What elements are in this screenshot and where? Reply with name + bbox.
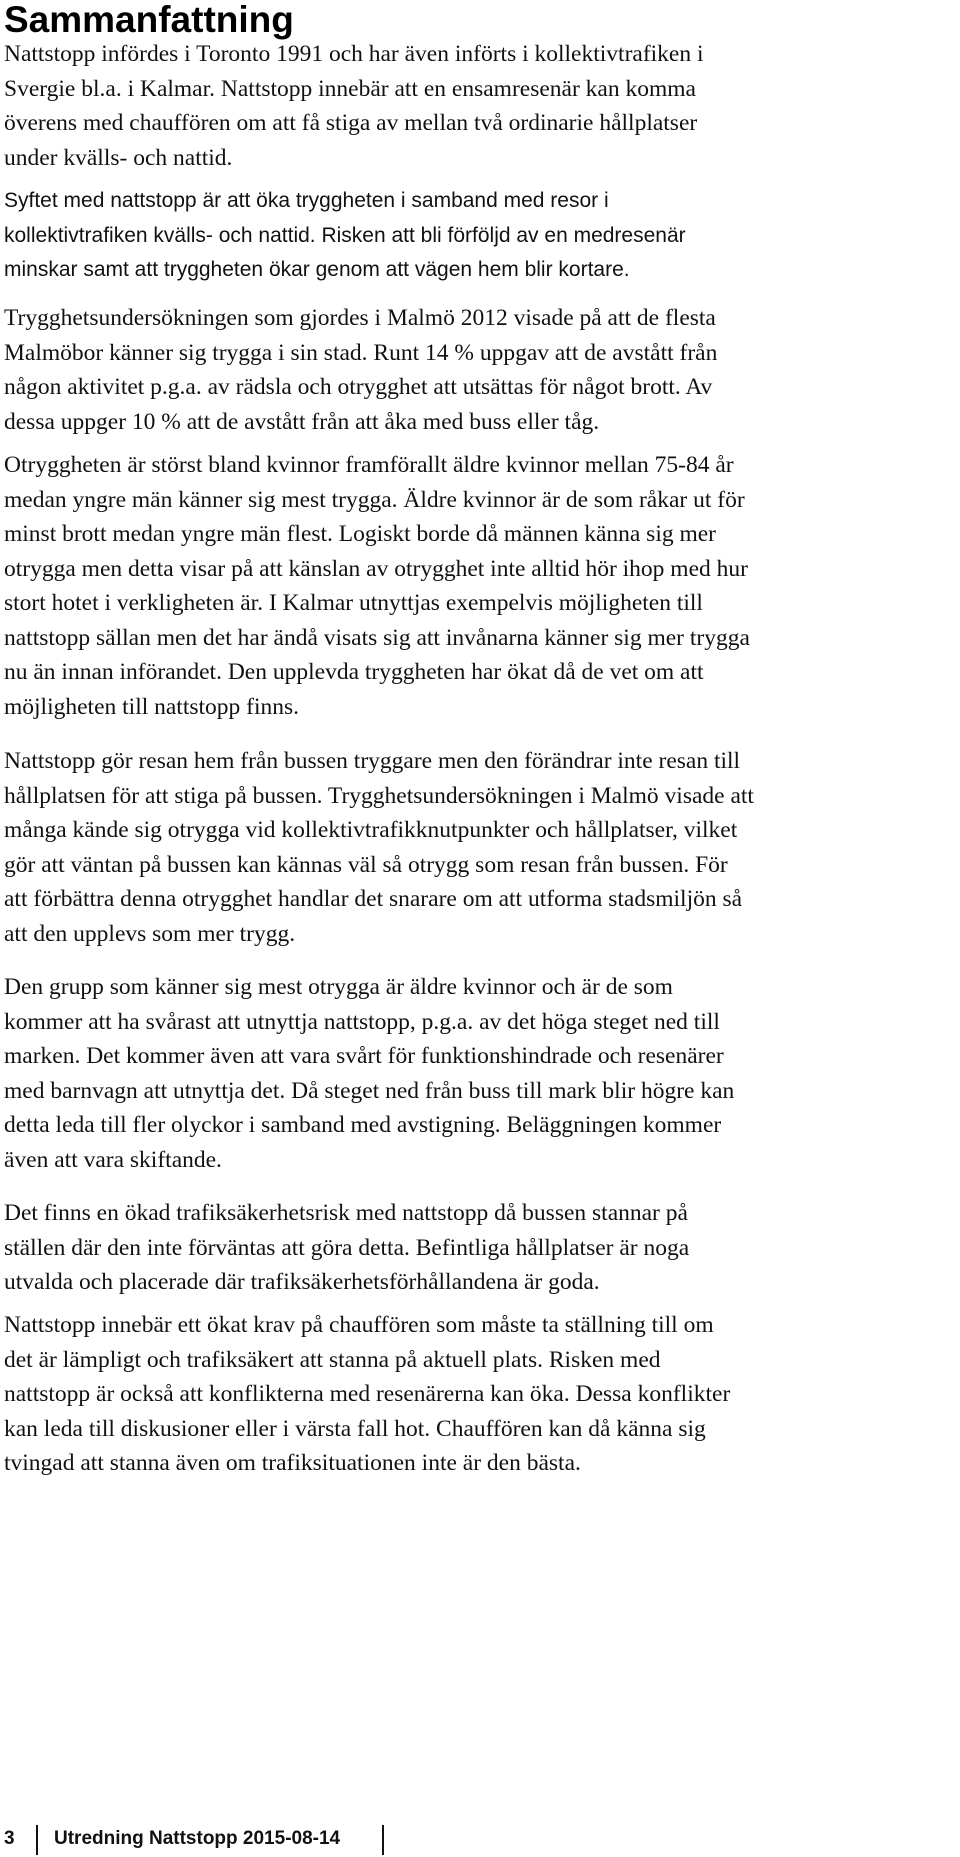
text-line: det är lämpligt och trafiksäkert att stanna på aktuell plats. Risken med [4,1346,661,1373]
text-line: Nattstopp gör resan hem från bussen tryggare men den förändrar inte resan till [4,748,741,774]
page-title: Sammanfattning [4,0,294,40]
text-line: tvingad att stanna även om trafiksituationen inte är den bästa. [4,1450,581,1476]
paragraph-purpose [4,184,960,288]
text-line: överens med chauffören om att få stiga av mellan två ordinarie hållplatser [4,110,698,136]
text-line: att den upplevs som mer trygg. [4,920,296,947]
text-line: möjligheten till nattstopp finns. [4,693,300,720]
paragraph-journey-home [4,744,960,951]
paragraph-malmo-survey [4,301,960,439]
text-line: Det finns en ökad trafiksäkerhetsrisk med nattstopp då bussen stannar på [4,1200,688,1226]
text-line: även att vara skiftande. [4,1146,222,1173]
text-line: med barnvagn att utnyttja det. Då steget ned från buss till mark blir högre kan [4,1077,735,1104]
text-line: stort hotet i verkligheten är. I Kalmar utnyttjas exempelvis möjligheten till [4,590,703,616]
page-footer [4,1825,960,1857]
text-line: Nattstopp infördes i Toronto 1991 och har även införts i kollektivtrafiken i [4,41,704,67]
text-line: Malmöbor känner sig trygga i sin stad. Runt 14 % uppgav att de avstått från [4,339,718,366]
paragraph-intro [4,37,960,175]
text-line: nattstopp sällan men det har ändå visats sig att invånarna känner sig mer trygga [4,624,750,651]
text-line: marken. Det kommer även att vara svårt för funktionshindrade och resenärer [4,1043,724,1069]
paragraph-elderly-women [4,970,960,1177]
text-line: Den grupp som känner sig mest otrygga är äldre kvinnor och är de som [4,974,673,1000]
text-line: kan leda till diskusioner eller i värsta fall hot. Chauffören kan då känna sig [4,1415,706,1442]
text-line: kollektivtrafiken kvälls- och nattid. Risken att bli förföljd av en medresenär [4,223,686,247]
text-line: utvalda och placerade där trafiksäkerhetsförhållandena är goda. [4,1269,600,1295]
text-line: många kände sig otrygga vid kollektivtrafikknutpunkter och hållplatser, vilket [4,817,738,843]
footer-document-title: Utredning Nattstopp 2015-08-14 [54,1828,341,1849]
text-line: nu än innan införandet. Den upplevda tryggheten har ökat då de vet om att [4,659,704,685]
text-line: Nattstopp innebär ett ökat krav på chauffören som måste ta ställning till om [4,1312,714,1338]
text-line: minst brott medan yngre män flest. Logiskt borde då männen känna sig mer [4,521,717,547]
footer-divider [382,1825,384,1855]
text-line: kommer att ha svårast att utnyttja nattstopp, p.g.a. av det höga steget ned till [4,1008,720,1035]
page-number: 3 [4,1828,15,1849]
text-line: ställen där den inte förväntas att göra detta. Befintliga hållplatser är noga [4,1234,690,1261]
text-line: minskar samt att tryggheten ökar genom att vägen hem blir kortare. [4,258,630,281]
text-line: otrygga men detta visar på att känslan av otrygghet inte alltid hör ihop med hur [4,555,748,582]
text-line: detta leda till fler olyckor i samband med avstigning. Beläggningen kommer [4,1112,722,1138]
paragraph-insecurity [4,448,960,724]
text-line: medan yngre män känner sig mest trygga. Äldre kvinnor är de som råkar ut för [4,486,745,513]
text-line: hållplatsen för att stiga på bussen. Trygghetsundersökningen i Malmö visade att [4,782,754,809]
paragraph-driver-demands [4,1308,960,1481]
text-line: Trygghetsundersökningen som gjordes i Malmö 2012 visade på att de flesta [4,305,716,331]
text-line: Otryggheten är störst bland kvinnor framförallt äldre kvinnor mellan 75-84 år [4,452,734,478]
text-line: Svergie bl.a. i Kalmar. Nattstopp innebär att en ensamresenär kan komma [4,75,696,102]
text-line: under kvälls- och nattid. [4,144,233,171]
text-line: gör att väntan på bussen kan kännas väl så otrygg som resan från bussen. För [4,851,728,878]
footer-divider [36,1825,38,1855]
paragraph-traffic-safety [4,1196,960,1300]
text-line: nattstopp är också att konflikterna med resenärerna kan öka. Dessa konflikter [4,1381,731,1407]
text-line: att förbättra denna otrygghet handlar det snarare om att utforma stadsmiljön så [4,886,743,912]
text-line: Syftet med nattstopp är att öka tryggheten i samband med resor i [4,189,609,212]
text-line: någon aktivitet p.g.a. av rädsla och otrygghet att utsättas för något brott. Av [4,374,713,400]
text-line: dessa uppger 10 % att de avstått från att åka med buss eller tåg. [4,408,600,435]
